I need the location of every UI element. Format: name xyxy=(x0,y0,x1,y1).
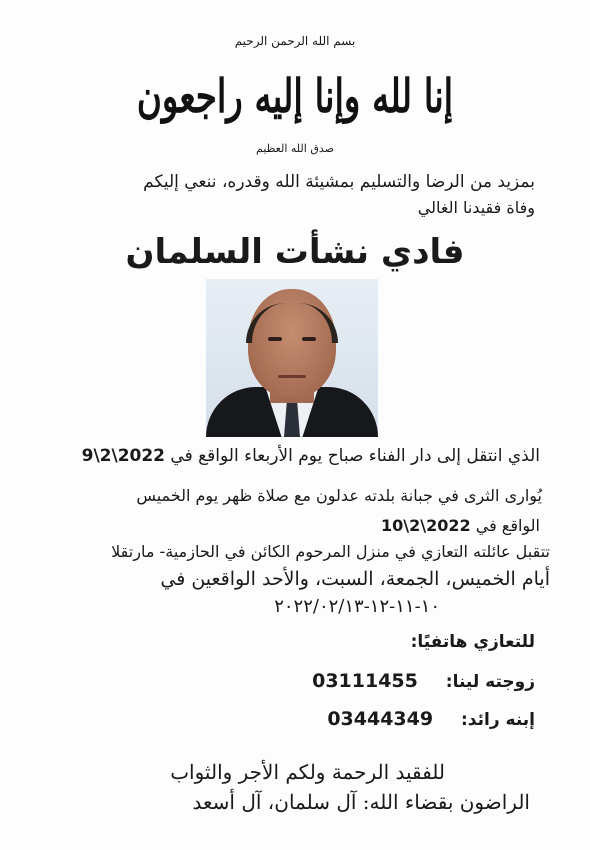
deceased-name: فادي نشأت السلمان xyxy=(125,232,465,272)
sadaqa-text: صدق الله العظيم xyxy=(256,142,334,155)
burial-date-line xyxy=(381,516,540,535)
son-label: إبنه رائد: xyxy=(461,710,535,730)
burial-text: يُوارى الثرى في جبانة بلدته عدلون مع صلاة ظهر يوم الخميس xyxy=(136,486,542,505)
death-text: الذي انتقل إلى دار الفناء صباح يوم الأربعاء الواقع في xyxy=(170,446,540,466)
photo-eye-left xyxy=(268,337,282,341)
wife-phone: 03111455 xyxy=(312,670,418,692)
wife-contact xyxy=(312,670,535,692)
wife-label: زوجته لينا: xyxy=(445,672,535,692)
son-contact xyxy=(327,708,535,730)
verse-text: إنا لله وإنا إليه راجعون xyxy=(136,70,454,124)
burial-date-prefix: الواقع في xyxy=(475,516,540,535)
condolence-days: أيام الخميس، الجمعة، السبت، والأحد الواقعين في xyxy=(160,568,550,590)
son-phone: 03444349 xyxy=(327,708,434,730)
death-date: 9\2\2022 xyxy=(81,446,166,466)
phone-condolences-title: للتعازي هاتفيًا: xyxy=(410,632,535,652)
condolence-place: تتقبل عائلته التعازي في منزل المرحوم الكائن في الحازمية- مارتقلا xyxy=(111,542,550,561)
verse-calligraphy xyxy=(136,58,454,136)
deceased-photo xyxy=(206,279,378,437)
photo-eye-right xyxy=(302,337,316,341)
intro-line-2: وفاة فقيدنا الغالي xyxy=(417,198,535,217)
condolence-dates: ١٠-١١-١٢-٢٠٢٢/٠٢/١٣ xyxy=(274,596,440,617)
intro-line-1: بمزيد من الرضا والتسليم بمشيئة الله وقدره، ننعي إليكم xyxy=(143,172,535,192)
basmala-text: بسم الله الرحمن الرحيم xyxy=(234,34,356,48)
death-announcement xyxy=(82,446,540,466)
photo-mouth xyxy=(278,375,306,378)
closing-line-2: الراضون بقضاء الله: آل سلمان، آل أسعد xyxy=(192,790,530,814)
burial-date: 10\2\2022 xyxy=(381,516,471,535)
closing-line-1: للفقيد الرحمة ولكم الأجر والثواب xyxy=(170,760,445,784)
